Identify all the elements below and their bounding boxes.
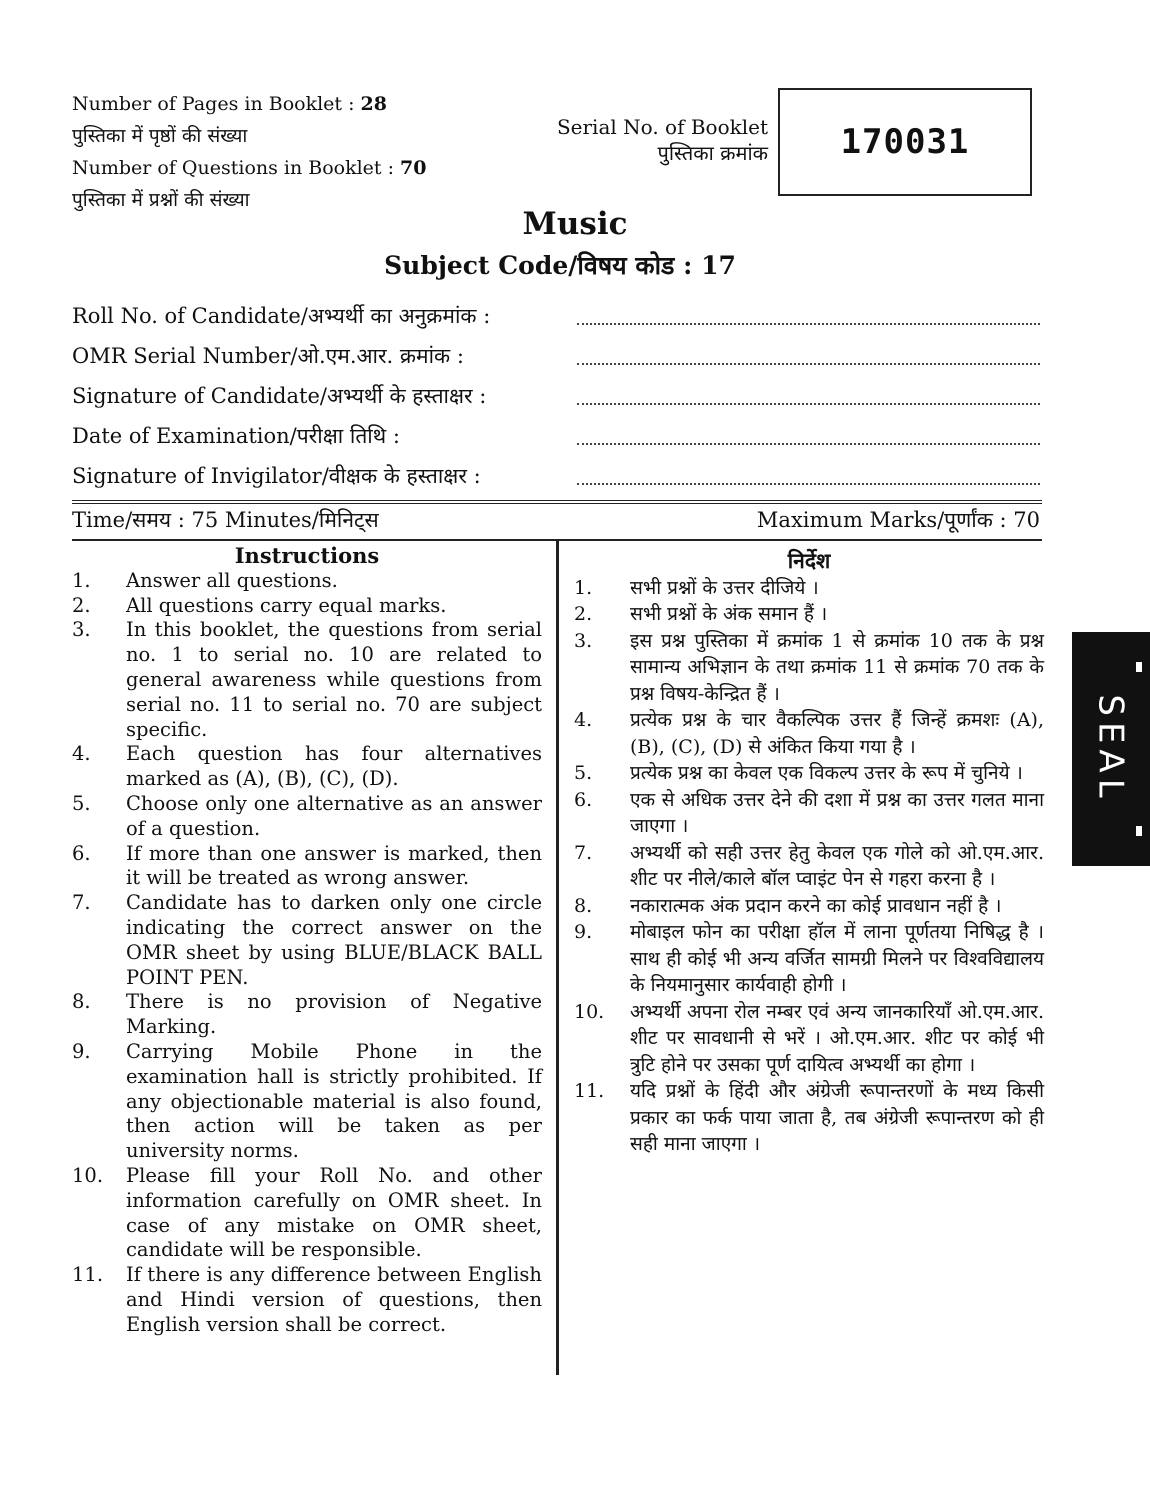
seal-label: SEAL: [1091, 694, 1132, 804]
seal-mark: [1136, 826, 1142, 836]
instructions-heading: Instructions: [234, 543, 380, 568]
omr-serial-field[interactable]: OMR Serial Number/ओ.एम.आर. क्रमांक :: [72, 336, 1040, 376]
instruction-item: 6. If more than one answer is marked, then it will be treated as wrong answer.: [72, 841, 542, 890]
instruction-item: 2. All questions carry equal marks.: [72, 593, 447, 617]
instruction-item: 5. Choose only one alternative as an answer of a question.: [72, 791, 542, 840]
instruction-item: 7. Candidate has to darken only one circle indicating the correct answer on the OMR sheet by using BLUE/BLACK BALL POINT PEN.: [72, 891, 542, 989]
invigilator-signature-field[interactable]: Signature of Invigilator/वीक्षक के हस्ताक्षर :: [72, 456, 1040, 496]
questions-count-line: Number of Questions in Booklet : 70: [72, 157, 427, 179]
serial-number: 170031: [840, 122, 970, 162]
pages-count-value: 28: [360, 93, 387, 115]
instruction-item: 8. नकारात्मक अंक प्रदान करने का कोई प्रावधान नहीं है ।: [574, 894, 1002, 917]
instruction-item: 4. Each question has four alternatives marked as (A), (B), (C), (D).: [72, 742, 542, 791]
instruction-item: 10. अभ्यर्थी अपना रोल नम्बर एवं अन्य जानकारियाँ ओ.एम.आर. शीट पर सावधानी से भरें । ओ.एम.आर. शीट पर कोई भी त्रुटि होने पर उसका पूर्ण दायित्व अभ्यर्थी का होगा ।: [574, 1000, 1044, 1076]
divider: [72, 500, 1042, 504]
instruction-item: 7. अभ्यर्थी को सही उत्तर हेतु केवल एक गोले को ओ.एम.आर. शीट पर नीले/काले बॉल प्वाइंट पेन से गहरा करना है ।: [574, 841, 1044, 890]
instruction-item: 8. There is no provision of Negative Marking.: [72, 990, 542, 1039]
instruction-item: 1. सभी प्रश्नों के उत्तर दीजिये ।: [574, 576, 819, 599]
candidate-signature-field[interactable]: Signature of Candidate/अभ्यर्थी के हस्ताक्षर :: [72, 376, 1040, 416]
field-dotted-line: [577, 467, 1040, 485]
seal-mark: [1136, 662, 1142, 672]
instruction-item: 9. मोबाइल फोन का परीक्षा हॉल में लाना पूर्णतया निषिद्ध है । साथ ही कोई भी अन्य वर्जित सामग्री मिलने पर विश्वविद्यालय के नियमानुसार कार्यवाही होगी ।: [574, 921, 1044, 996]
questions-count-label-hindi: पुस्तिका में प्रश्नों की संख्या: [72, 189, 250, 211]
instructions-hindi: [574, 548, 1044, 1158]
questions-count-value: 70: [400, 157, 427, 179]
seal-tab: [1072, 632, 1150, 866]
serial-label: Serial No. of Booklet पुस्तिका क्रमांक: [556, 115, 768, 165]
exam-date-field[interactable]: Date of Examination/परीक्षा तिथि :: [72, 416, 1040, 456]
pages-count-line: Number of Pages in Booklet : 28: [72, 93, 387, 115]
page-title: Music: [522, 206, 628, 242]
instruction-item: 3. इस प्रश्न पुस्तिका में क्रमांक 1 से क्रमांक 10 तक के प्रश्न सामान्य अभिज्ञान के तथा क्रमांक 11 से क्रमांक 70 तक के प्रश्न विषय-केन्द्रित हैं ।: [574, 629, 1044, 705]
instruction-item: 3. In this booklet, the questions from serial no. 1 to serial no. 10 are related to general awareness while questions from serial no. 11 to serial no. 70 are subject specific.: [72, 618, 542, 741]
field-dotted-line: [577, 427, 1040, 445]
instructions-heading-hindi: निर्देश: [787, 548, 831, 573]
instruction-item: 11. यदि प्रश्नों के हिंदी और अंग्रेजी रूपान्तरणों के मध्य किसी प्रकार का फर्क पाया जाता है, तब अंग्रेजी रूपान्तरण को ही सही माना जाएगा ।: [574, 1080, 1044, 1155]
instruction-item: 5. प्रत्येक प्रश्न का केवल एक विकल्प उत्तर के रूप में चुनिये ।: [574, 762, 1023, 784]
subject-code: Subject Code/विषय कोड : 17: [384, 251, 736, 280]
field-dotted-line: [577, 307, 1040, 325]
time-allowed: Time/समय : 75 Minutes/मिनिट्स: [72, 508, 379, 532]
booklet-info: [72, 88, 427, 216]
time-marks-row: [72, 506, 1040, 534]
instruction-item: 1. Answer all questions.: [72, 568, 338, 592]
instruction-item: 6. एक से अधिक उत्तर देने की दशा में प्रश्न का उत्तर गलत माना जाएगा ।: [574, 788, 1044, 837]
instruction-item: 11. If there is any difference between English and Hindi version of questions, then English version shall be correct.: [72, 1263, 542, 1336]
field-dotted-line: [577, 347, 1040, 365]
instruction-item: 2. सभी प्रश्नों के अंक समान हैं ।: [574, 603, 828, 625]
instruction-item: 4. प्रत्येक प्रश्न के चार वैकल्पिक उत्तर हैं जिन्हें क्रमशः (A), (B), (C), (D) से अंकित किया गया है ।: [574, 709, 1044, 758]
roll-number-field[interactable]: Roll No. of Candidate/अभ्यर्थी का अनुक्रमांक :: [72, 296, 1040, 336]
instructions-english: [72, 544, 542, 1338]
serial-number-box: [778, 88, 1032, 196]
instruction-item: 10. Please fill your Roll No. and other information carefully on OMR sheet. In case of any mistake on OMR sheet, candidate will be responsible.: [72, 1163, 542, 1262]
instruction-item: 9. Carrying Mobile Phone in the examination hall is strictly prohibited. If any objectionable material is also found, then action will be taken as per university norms.: [72, 1039, 542, 1163]
column-divider: [556, 541, 559, 1375]
field-dotted-line: [577, 387, 1040, 405]
pages-count-label-hindi: पुस्तिका में पृष्ठों की संख्या: [72, 125, 248, 147]
maximum-marks: Maximum Marks/पूर्णांक : 70: [756, 508, 1040, 532]
